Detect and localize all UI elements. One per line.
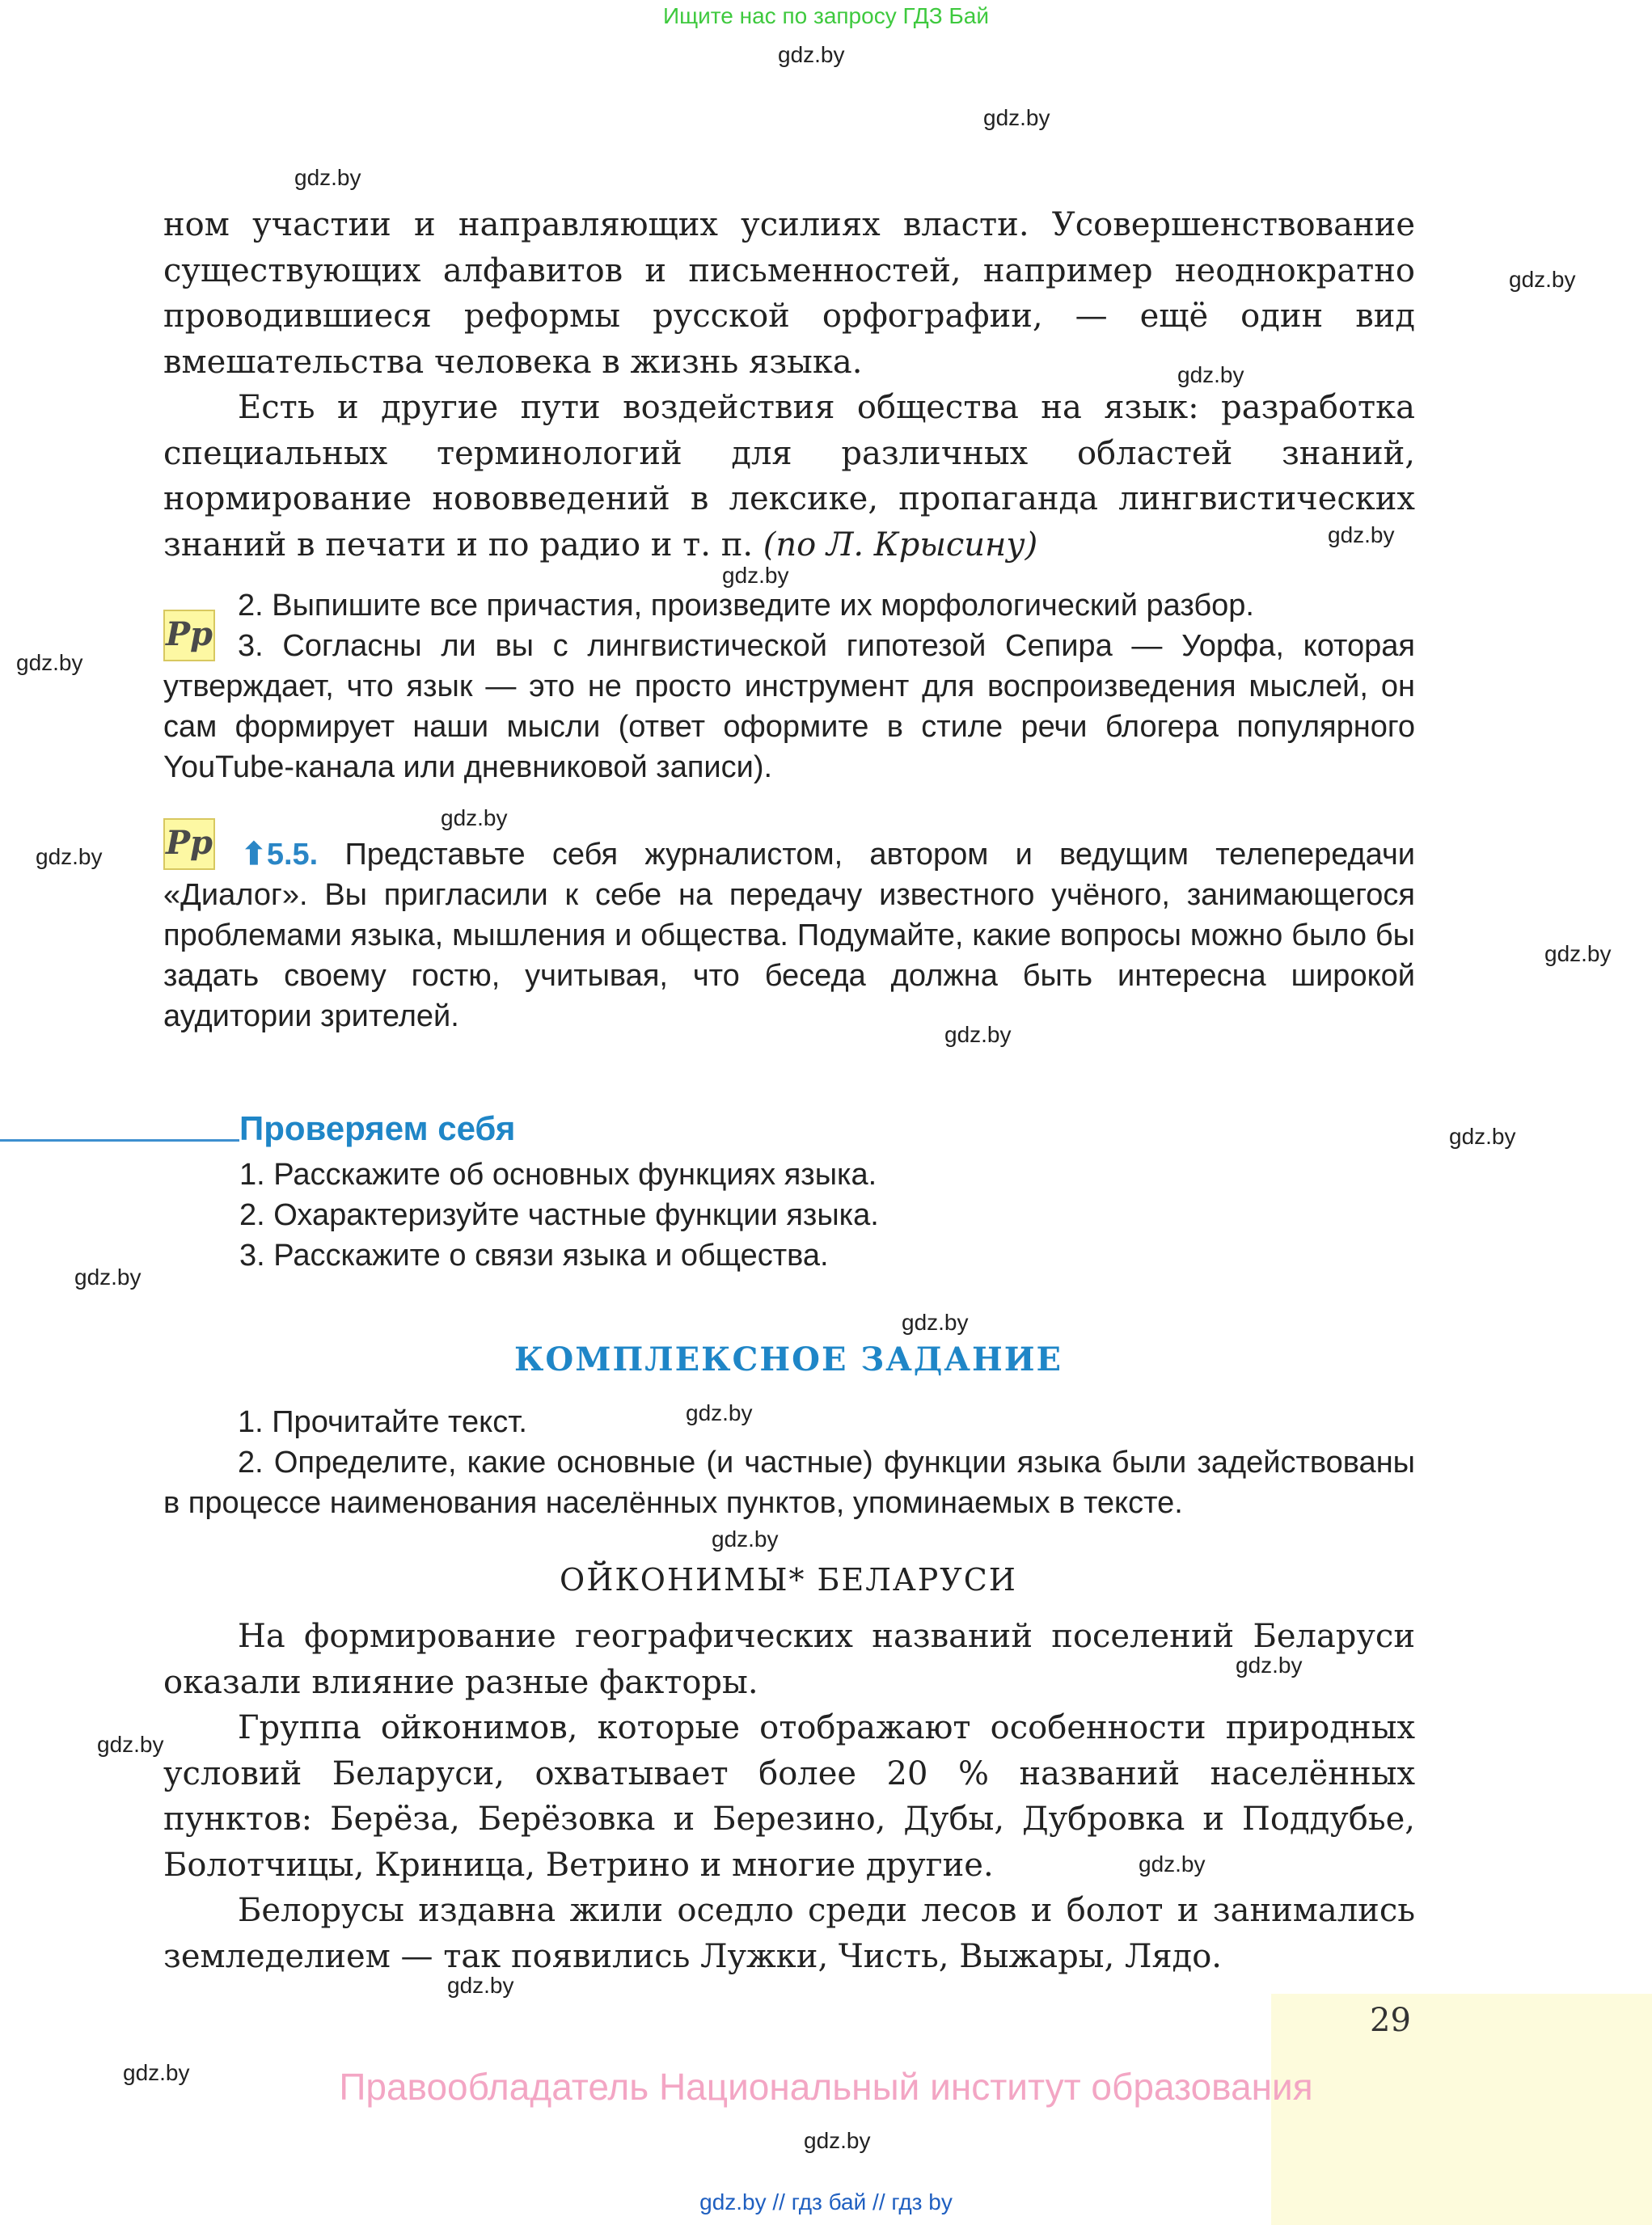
watermark: gdz.by [712,1526,779,1552]
paragraph: Группа ойконимов, которые отображают особенности природных условий Беларуси, охватывает более 20 % названий населённых пунктов: Берёза, Берёзовка и Березино, Дубы, Дубровка и Поддубье, Болотчицы, Криница, Ветрино и многие другие. [163,1709,1415,1884]
copyright-owner: Правообладатель Национальный институт образования [339,2066,1313,2108]
watermark: gdz.by [74,1264,142,1290]
complex-heading: КОМПЛЕКСНОЕ ЗАДАНИЕ [513,1340,1063,1378]
watermark: gdz.by [778,42,845,67]
footer-links[interactable]: gdz.by // гдз бай // гдз by [699,2189,953,2214]
watermark: gdz.by [123,2060,190,2085]
exercise-body: Представьте себя журналистом, автором и ведущим телепередачи «Диалог». Вы пригласили к себе на передачу известного учёного, занимающегося проблемами языка, мышления и общества. Подумайте, какие вопросы можно было бы задать своему гостю, учитывая, что беседа должна быть интересна широкой аудитории зрителей. [163,838,1416,1033]
watermark: gdz.by [36,844,103,869]
watermark: gdz.by [447,1973,514,1998]
arrow-up-icon: ⬆ [241,838,267,872]
watermark: gdz.by [686,1400,753,1425]
page-number: 29 [1370,2002,1411,2039]
check-item: 1. Расскажите об основных функциях языка. [239,1158,877,1192]
complex-item: 1. Прочитайте текст. [238,1405,527,1439]
pp-icon: Pp [163,818,215,870]
top-banner: Ищите нас по запросу ГДЗ Бай [662,3,990,28]
citation: (по Л. Крысину) [763,526,1038,564]
check-item: 3. Расскажите о связи языка и общества. [239,1239,829,1273]
complex-item: 2. Определите, какие основные (и частные) функции языка были задействованы в процессе наименования населённых пунктов, упоминаемых в тексте. [163,1446,1415,1520]
pp-icon: Pp [163,610,215,661]
watermark: gdz.by [441,805,508,830]
watermark: gdz.by [1236,1653,1303,1678]
paragraph: Белорусы издавна жили оседло среди лесов и болот и занимались земледелием — так появились Лужки, Чисть, Выжары, Лядо. [163,1892,1415,1975]
watermark: gdz.by [902,1310,969,1335]
task-item: 2. Выпишите все причастия, произведите их морфологический разбор. [238,589,1254,623]
exercise-number: 5.5. [266,838,319,872]
watermark: gdz.by [944,1022,1012,1047]
section-rule [0,1139,239,1142]
watermark: gdz.by [294,165,361,190]
watermark: gdz.by [1328,522,1395,547]
exercise-text [163,834,1415,1037]
watermark: gdz.by [1449,1124,1516,1149]
paragraph: ном участии и направляющих усилиях власти. Усовершенствование существующих алфавитов и письменностей, например неоднократно проводившиеся реформы русской орфографии, — ещё один вид вмешательства человека в жизнь языка. [163,206,1415,381]
complex-list [163,1402,1415,1523]
check-item: 2. Охарактеризуйте частные функции языка. [239,1198,879,1232]
text-block-bottom [163,1614,1415,1979]
watermark: gdz.by [983,105,1050,130]
text-title: ОЙКОНИМЫ* БЕЛАРУСИ [560,1562,1017,1598]
watermark: gdz.by [804,2128,871,2153]
task-list-a [163,585,1415,787]
watermark: gdz.by [1139,1851,1206,1877]
watermark: gdz.by [1177,362,1244,387]
watermark: gdz.by [1544,941,1612,966]
check-heading: Проверяем себя [239,1109,516,1147]
exercise-5-5 [163,834,1415,1037]
task-item: 3. Согласны ли вы с лингвистической гипотезой Сепира — Уорфа, которая утверждает, что язык — это не просто инструмент для воспроизведения мыслей, он сам формирует наши мысли (ответ оформите в стиле речи блогера популярного YouTube-канала или дневниковой записи). [163,629,1415,784]
watermark: gdz.by [16,650,83,675]
watermark: gdz.by [1509,267,1576,292]
paragraph-text: Есть и другие пути воздействия общества на язык: разработка специальных терминологий для различных областей знаний, нормирование нововведений в лексике, пропаганда лингвистических знаний в печати и по радио и т. п. [163,389,1415,564]
text-block-top [163,202,1415,568]
watermark: gdz.by [722,563,789,588]
watermark: gdz.by [97,1732,164,1757]
paragraph: На формирование географических названий поселений Беларуси оказали влияние разные факторы. [163,1618,1415,1701]
paragraph [163,385,1415,568]
check-list [239,1155,1412,1276]
